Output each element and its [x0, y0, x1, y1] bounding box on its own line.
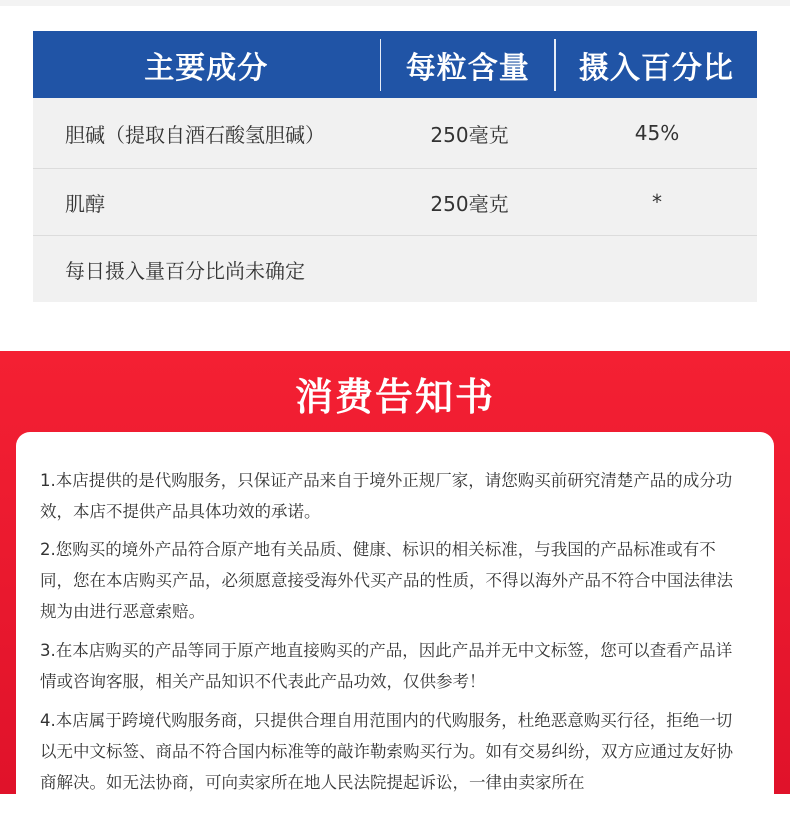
table-row: [33, 169, 757, 236]
ingredient-percent: 45%: [634, 121, 680, 145]
notice-paragraph-1: 1.本店提供的是代购服务，只保证产品来自于境外正规厂家，请您购买前研究清楚产品的成分功效，本店不提供产品具体功效的承诺。: [40, 471, 733, 521]
ingredient-name: 胆碱（提取自酒石酸氢胆碱）: [65, 122, 325, 147]
table-footnote-row: [33, 236, 757, 302]
ingredient-percent: *: [652, 190, 662, 214]
header-main-ingredient: 主要成分: [144, 50, 269, 86]
header-amount-per-capsule: 每粒含量: [405, 50, 530, 86]
table-header: [33, 31, 757, 98]
notice-paragraph-4: 4.本店属于跨境代购服务商，只提供合理自用范围内的代购服务，杜绝恶意购买行径，拒绝一切以无中文标签、商品不符合国内标准等的敲诈勒索购买行为。如有交易纠纷，双方应通过友好协商解决。如无法协商，可向卖家所在地人民法院提起诉讼，一律由卖家所在: [40, 711, 733, 792]
ingredient-name: 肌醇: [65, 191, 105, 216]
ingredients-table: [33, 31, 757, 302]
ingredient-amount: 250毫克: [430, 191, 509, 216]
table-footnote: 每日摄入量百分比尚未确定: [65, 258, 305, 283]
notice-paragraph-3: 3.在本店购买的产品等同于原产地直接购买的产品，因此产品并无中文标签，您可以查看产品详情或咨询客服，相关产品知识不代表此产品功效，仅供参考！: [40, 641, 733, 691]
header-intake-percent: 摄入百分比: [578, 50, 734, 86]
table-row: [33, 98, 757, 169]
top-divider-strip: [0, 0, 790, 6]
ingredient-amount: 250毫克: [430, 122, 509, 147]
notice-paragraph-2: 2.您购买的境外产品符合原产地有关品质、健康、标识的相关标准，与我国的产品标准或有不同，您在本店购买产品，必须愿意接受海外代买产品的性质，不得以海外产品不符合中国法律法规为由进行恶意索赔。: [40, 540, 733, 621]
notice-title: 消费告知书: [294, 375, 495, 419]
